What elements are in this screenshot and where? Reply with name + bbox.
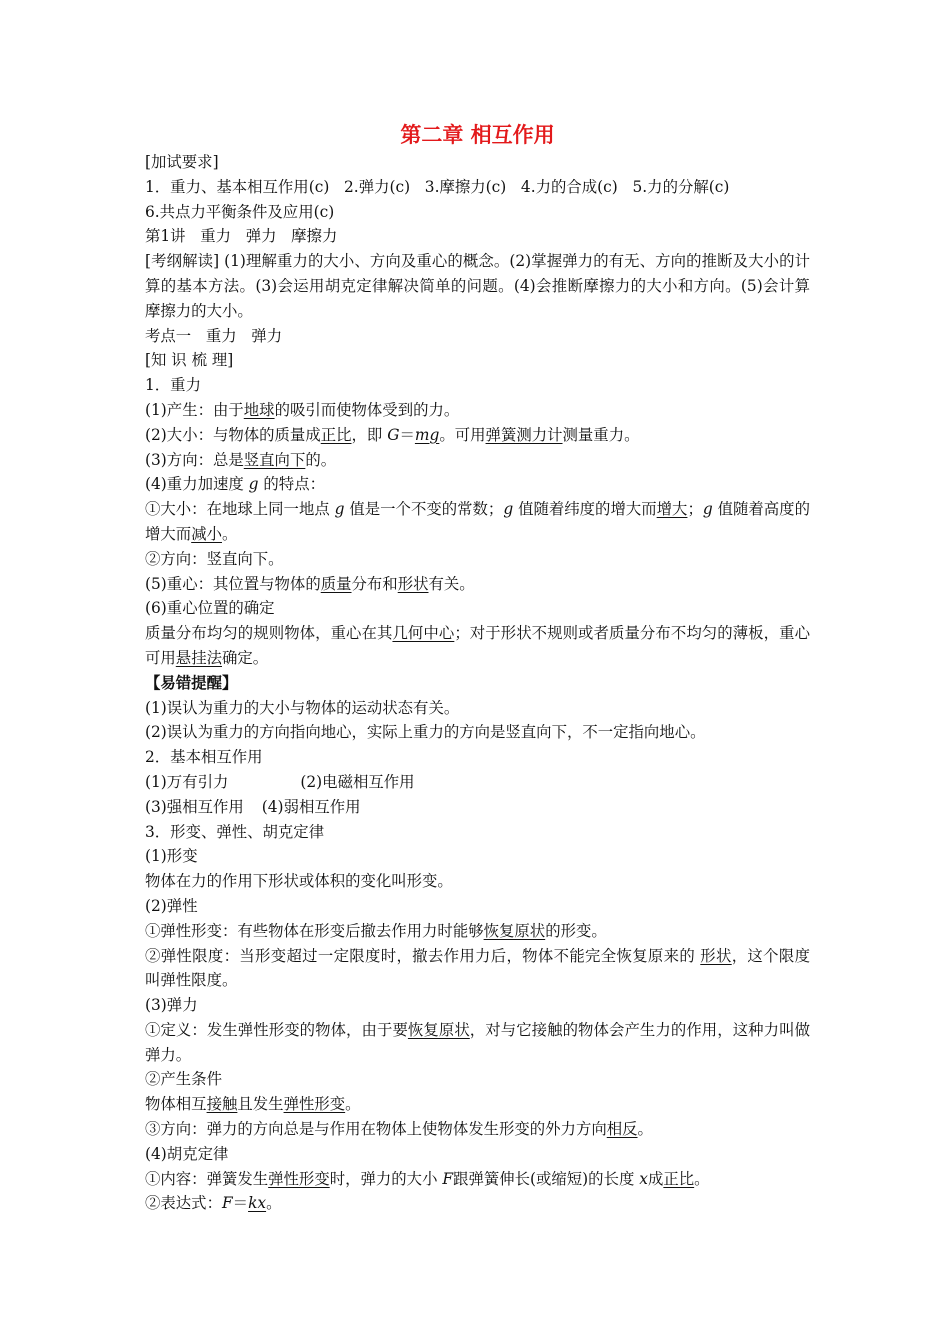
gravity-direction: (3)方向：总是竖直向下的。 [145, 450, 337, 469]
requirements-label: [加试要求] [145, 153, 219, 171]
section-1-title: 1．重力 [145, 376, 201, 395]
deformation-heading: (1)形变 [145, 847, 198, 866]
knowledge-label: [知 识 梳 理] [145, 351, 234, 370]
document-page [145, 120, 810, 1216]
center-of-gravity: (5)重心：其位置与物体的质量分布和形状有关。 [145, 574, 475, 593]
elastic-force-definition: ①定义：发生弹性形变的物体，由于要恢复原状，对与它接触的物体会产生力的作用，这种力叫做弹力。 [145, 1020, 810, 1064]
gravity-magnitude: (2)大小：与物体的质量成正比，即 G＝mg。可用弹簧测力计测量重力。 [145, 425, 640, 444]
center-of-gravity-heading: (6)重心位置的确定 [145, 599, 275, 618]
requirements-line-2: 6.共点力平衡条件及应用(c) [145, 202, 335, 221]
hookes-law-formula: ②表达式：F＝kx。 [145, 1194, 282, 1213]
lecture-title: 第1讲 重力 弹力 摩擦力 [145, 227, 338, 246]
gravity-acceleration-direction: ②方向：竖直向下。 [145, 549, 284, 568]
elastic-force-condition: 物体相互接触且发生弹性形变。 [145, 1095, 361, 1114]
caution-1: (1)误认为重力的大小与物体的运动状态有关。 [145, 698, 460, 717]
interactions-row-2: (3)强相互作用 (4)弱相互作用 [145, 797, 361, 816]
syllabus-paragraph: [考纲解读] (1)理解重力的大小、方向及重心的概念。(2)掌握弹力的有无、方向的推断及大小的计算的基本方法。(3)会运用胡克定律解决简单的问题。(4)会推断摩擦力的大小和方向。(5)会计算摩擦力的大小。 [145, 252, 810, 320]
hookes-law-heading: (4)胡克定律 [145, 1144, 229, 1163]
deformation-definition: 物体在力的作用下形状或体积的变化叫形变。 [145, 872, 453, 891]
section-2-title: 2．基本相互作用 [145, 748, 263, 767]
interactions-row-1: (1)万有引力 (2)电磁相互作用 [145, 772, 415, 791]
gravity-acceleration: (4)重力加速度 g 的特点： [145, 475, 325, 494]
caution-title: 【易错提醒】 [145, 673, 238, 692]
caution-2: (2)误认为重力的方向指向地心，实际上重力的方向是竖直向下，不一定指向地心。 [145, 723, 706, 742]
requirements-line-1: 1．重力、基本相互作用(c) 2.弹力(c) 3.摩擦力(c) 4.力的合成(c) 5.力的分解(c) [145, 177, 730, 196]
elastic-deformation: ①弹性形变：有些物体在形变后撤去作用力时能够恢复原状的形变。 [145, 921, 607, 940]
elastic-limit: ②弹性限度：当形变超过一定限度时，撤去作用力后，物体不能完全恢复原来的 形状，这个限度叫弹性限度。 [145, 946, 810, 990]
elastic-force-condition-heading: ②产生条件 [145, 1070, 222, 1089]
chapter-title: 第二章 相互作用 [400, 123, 555, 147]
key-point-1-title: 考点一 重力 弹力 [145, 326, 283, 345]
gravity-acceleration-magnitude: ①大小：在地球上同一地点 g 值是一个不变的常数；g 值随着纬度的增大而增大；g 值随着高度的增大而减小。 [145, 500, 810, 543]
gravity-origin: (1)产生：由于地球的吸引而使物体受到的力。 [145, 400, 460, 419]
center-of-gravity-method: 质量分布均匀的规则物体，重心在其几何中心；对于形状不规则或者质量分布不均匀的薄板，重心可用悬挂法确定。 [145, 624, 810, 667]
elasticity-heading: (2)弹性 [145, 896, 198, 915]
section-3-title: 3．形变、弹性、胡克定律 [145, 822, 325, 841]
elastic-force-heading: (3)弹力 [145, 996, 198, 1015]
hookes-law-content: ①内容：弹簧发生弹性形变时，弹力的大小 F跟弹簧伸长(或缩短)的长度 x成正比。 [145, 1169, 710, 1188]
elastic-force-direction: ③方向：弹力的方向总是与作用在物体上使物体发生形变的外力方向相反。 [145, 1120, 653, 1139]
